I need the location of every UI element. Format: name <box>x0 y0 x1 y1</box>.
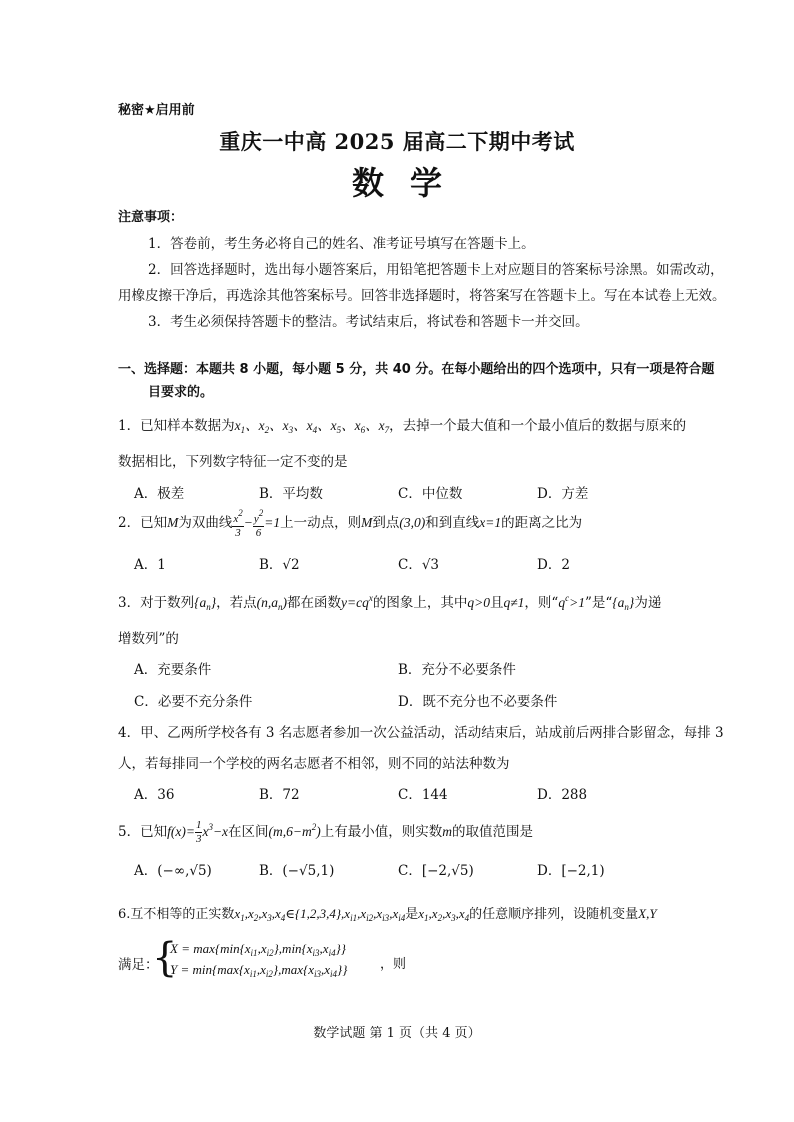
question-4-line2: 人，若每排同一个学校的两名志愿者不相邻，则不同的站法种数为 <box>118 756 510 772</box>
notice-item-2a: 2．回答选择题时，选出每小题答案后，用铅笔把答题卡上对应题目的答案标号涂黑。如需改动， <box>148 262 724 278</box>
q5-option-d: D．[−2,1) <box>537 863 605 879</box>
q3-text-5: 且 <box>490 595 504 611</box>
q5-text-4: 的取值范围是 <box>452 824 534 840</box>
section-heading-line2: 目要求的。 <box>148 385 214 400</box>
q6-math-set: $x_1,x_2,x_3,x_4\in\{1,2,3,4\},x_{i1},x_{i2},x_{i3},x_{i4}$ <box>234 906 406 923</box>
q5-frac-1-3: $\frac{1}{3}$ <box>195 819 202 845</box>
q6-text-satisfy: 满足： <box>118 957 159 973</box>
q3-math-q-pos: q>0 <box>467 595 490 610</box>
q6-math-vars: $x_1,x_2,x_3,x_4$ <box>418 906 470 923</box>
q5-math-expr: $x^3-x$ <box>202 822 229 839</box>
q6-brace: { <box>152 935 178 981</box>
q2-math-minus: − <box>243 515 253 530</box>
q6-text-1: 6.互不相等的正实数 <box>118 907 235 922</box>
q3-math-func: $y=cq^x$ <box>341 593 373 610</box>
q3-math-point: $(n,a_n)$ <box>256 595 288 612</box>
q5-option-a: A．(−∞,√5) <box>134 863 212 879</box>
q2-option-b: B．√2 <box>259 557 300 573</box>
q3-math-an: $\{a_n\}$ <box>194 595 217 612</box>
subject-title: 数学 <box>351 164 468 202</box>
question-1-line1 <box>118 414 686 435</box>
question-1-line2: 数据相比，下列数字特征一定不变的是 <box>118 454 348 470</box>
q6-math-xy: X,Y <box>638 906 657 921</box>
q3-text-6: ，则“ <box>524 595 559 611</box>
question-2-line1 <box>118 508 582 539</box>
q3-math-an2: $\{a_n\}$ <box>612 595 635 612</box>
q2-text-1: 2．已知 <box>118 515 168 531</box>
page-footer: 数学试题 第 1 页（共 4 页） <box>313 1026 481 1041</box>
q1-text-2: ，去掉一个最大值和一个最小值后的数据与原来的 <box>389 418 687 434</box>
question-3-line1 <box>118 591 661 612</box>
q3-text-2: ，若点 <box>216 595 257 611</box>
q4-option-c: C．144 <box>398 787 448 803</box>
q2-option-a: A．1 <box>134 557 166 573</box>
q2-option-c: C．√3 <box>398 557 440 573</box>
q6-text-3: 的任意顺序排列，设随机变量 <box>469 907 639 922</box>
q6-text-then: ，则 <box>380 957 407 972</box>
q4-option-d: D．288 <box>537 787 588 803</box>
q5-math-m: m <box>442 824 453 839</box>
q5-text-1: 5．已知 <box>118 824 168 840</box>
q2-math-eq1: =1 <box>264 515 281 530</box>
q3-text-8: 为递 <box>634 595 662 611</box>
question-3-line2: 增数列”的 <box>118 631 179 647</box>
secret-label: 秘密★启用前 <box>118 103 195 118</box>
q1-option-d: D．方差 <box>537 486 589 502</box>
q3-text-3: 都在函数 <box>287 595 342 611</box>
question-4-line1: 4．甲、乙两所学校各有 3 名志愿者参加一次公益活动，活动结束后，站成前后两排合影留念，每排 3 <box>118 725 724 741</box>
q2-frac-y2-6: $\frac{y^2}{6}$ <box>253 507 264 539</box>
q3-text-4: 的图象上，其中 <box>372 595 468 611</box>
q1-option-a: A．极差 <box>134 486 185 502</box>
q2-math-m2: M <box>361 515 373 530</box>
q2-text-2: 为双曲线 <box>178 515 233 531</box>
q5-text-2: 在区间 <box>228 824 269 840</box>
q1-text-1: 1．已知样本数据为 <box>118 418 235 434</box>
q3-option-d: D．既不充分也不必要条件 <box>398 694 558 710</box>
notice-item-3: 3．考生必须保持答题卡的整洁。考试结束后，将试卷和答题卡一并交回。 <box>148 314 589 330</box>
q2-text-6: 的距离之比为 <box>501 515 583 531</box>
q2-option-d: D．2 <box>537 557 570 573</box>
q2-text-4: 到点 <box>372 515 400 531</box>
q5-math-f: f(x)= <box>167 824 195 839</box>
q3-option-b: B．充分不必要条件 <box>398 662 516 678</box>
q1-math-samples: $x_1$、$x_2$、$x_3$、$x_4$、$x_5$、$x_6$、$x_7$ <box>234 418 390 435</box>
q5-option-c: C．[−2,√5) <box>398 863 474 879</box>
notice-heading: 注意事项： <box>118 210 184 225</box>
q5-option-b: B．(−√5,1) <box>259 863 335 879</box>
q2-math-m: M <box>167 515 179 530</box>
question-5-line1 <box>118 812 533 847</box>
exam-title: 重庆一中高 2025 届高二下期中考试 <box>219 129 575 154</box>
q3-option-c: C．必要不充分条件 <box>134 694 253 710</box>
notice-item-2b: 用橡皮擦干净后，再选涂其他答案标号。回答非选择题时，将答案写在答题卡上。写在本试卷上无效。 <box>118 288 726 304</box>
section-heading-line1: 一、选择题：本题共 8 小题，每小题 5 分，共 40 分。在每小题给出的四个选项中，只有一项是符合题 <box>118 362 715 377</box>
q3-math-q-ne1: q≠1 <box>503 595 525 610</box>
q2-math-line: x=1 <box>479 515 502 530</box>
q1-option-b: B．平均数 <box>259 486 323 502</box>
q3-math-qc: $q^c>1$ <box>558 593 585 610</box>
q3-text-7: ”是“ <box>584 595 613 611</box>
notice-item-1: 1．答卷前，考生务必将自己的姓名、准考证号填写在答题卡上。 <box>148 236 535 252</box>
q2-text-5: 和到直线 <box>425 515 480 531</box>
q3-option-a: A．充要条件 <box>134 662 212 678</box>
q2-math-point: (3,0) <box>399 515 426 530</box>
q2-frac-x2-3: $\frac{x^2}{3}$ <box>233 507 243 539</box>
q4-option-b: B．72 <box>259 787 300 803</box>
question-6-line1 <box>118 903 657 923</box>
q5-text-3: 上有最小值，则实数 <box>320 824 443 840</box>
q6-text-2: 是 <box>405 907 419 922</box>
q5-math-interval: $(m,6-m^2)$ <box>268 822 321 839</box>
q1-option-c: C．中位数 <box>398 486 463 502</box>
q6-eq-x: $X = \max\{\min\{x_{i1},x_{i2}\},\min\{x_{i3},x_{i4}\}\}$ <box>170 941 346 958</box>
q4-option-a: A．36 <box>134 787 175 803</box>
q6-eq-y: $Y = \min\{\max\{x_{i1},x_{i2}\},\max\{x_{i3},x_{i4}\}\}$ <box>170 962 348 979</box>
q2-text-3: 上一动点，则 <box>280 515 362 531</box>
q3-text-1: 3．对于数列 <box>118 595 195 611</box>
